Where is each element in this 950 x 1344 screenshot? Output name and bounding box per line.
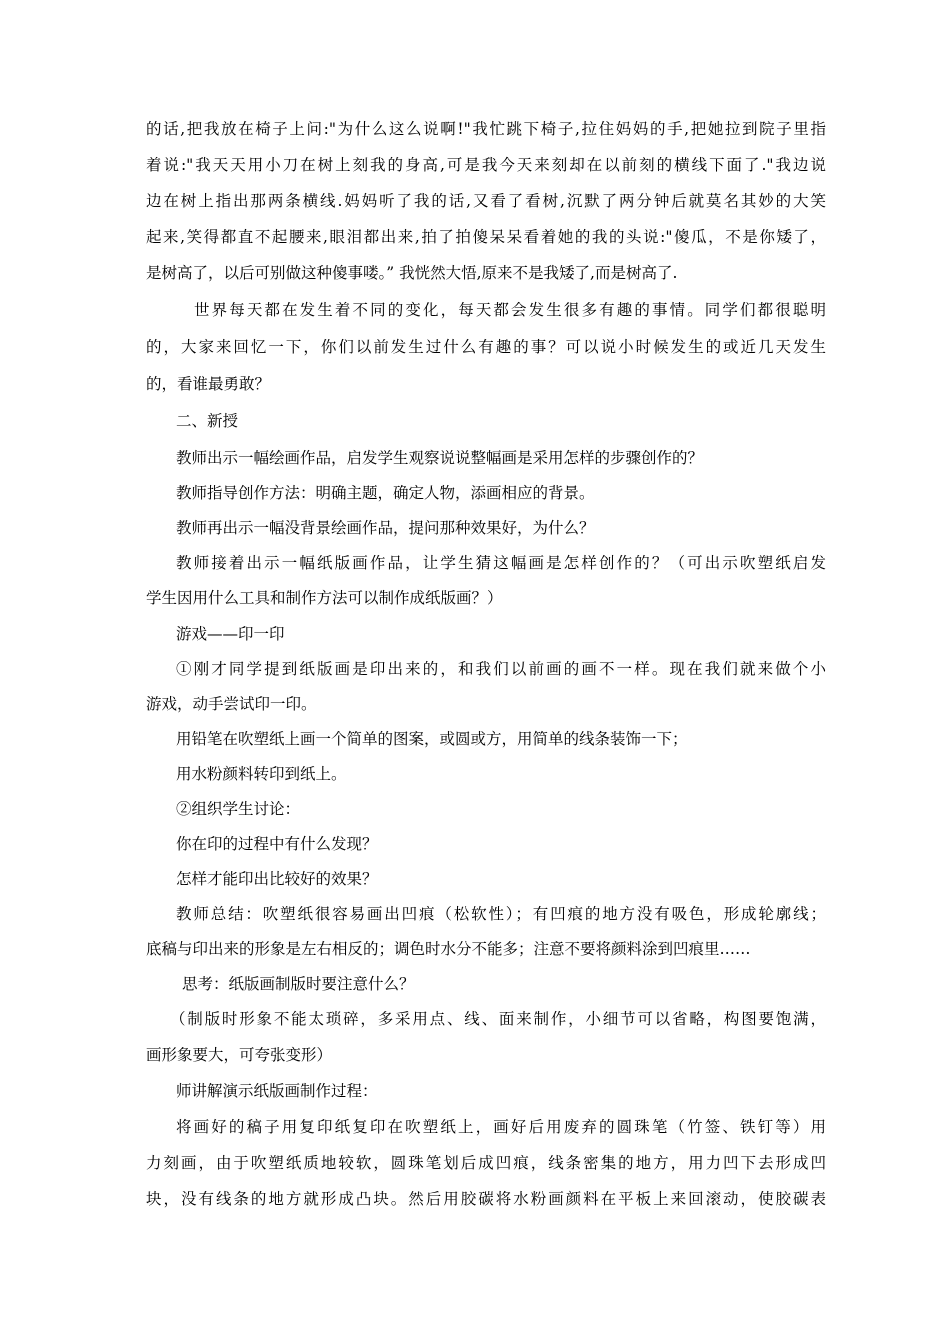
text-line: ①刚才同学提到纸版画是印出来的，和我们以前画的画不一样。现在我们就来做个小 bbox=[176, 660, 826, 678]
text-line: 画形象要大，可夸张变形） bbox=[146, 1046, 333, 1064]
text-line: 教师再出示一幅没背景绘画作品，提问那种效果好，为什么？ bbox=[176, 519, 595, 537]
text-line: 力刻画，由于吹塑纸质地较软，圆珠笔划后成凹痕，线条密集的地方，用力凹下去形成凹 bbox=[146, 1154, 826, 1172]
text-line: 将画好的稿子用复印纸复印在吹塑纸上，画好后用废弃的圆珠笔（竹签、铁钉等）用 bbox=[176, 1118, 826, 1136]
text-line: 教师总结：吹塑纸很容易画出凹痕（松软性）；有凹痕的地方没有吸色，形成轮廓线； bbox=[176, 905, 826, 923]
text-line: 世界每天都在发生着不同的变化，每天都会发生很多有趣的事情。同学们都很聪明 bbox=[194, 301, 826, 319]
text-line: 用铅笔在吹塑纸上画一个简单的图案，或圆或方，用简单的线条装饰一下； bbox=[176, 730, 688, 748]
text-line: 师讲解演示纸版画制作过程： bbox=[176, 1082, 378, 1100]
text-line: 思考：纸版画制版时要注意什么？ bbox=[182, 975, 415, 993]
text-line: 底稿与印出来的形象是左右相反的；调色时水分不能多；注意不要将颜料涂到凹痕里…… bbox=[146, 940, 751, 958]
text-line: 是树高了，以后可别做这种傻事喽。” 我恍然大悟,原来不是我矮了,而是树高了. bbox=[146, 264, 678, 282]
text-line: 二、新授 bbox=[176, 412, 239, 430]
text-line: 游戏——印一印 bbox=[176, 625, 285, 643]
text-line: 你在印的过程中有什么发现？ bbox=[176, 835, 378, 853]
text-line: 的，看谁最勇敢？ bbox=[146, 375, 271, 393]
text-line: 用水粉颜料转印到纸上。 bbox=[176, 765, 347, 783]
text-line: 教师接着出示一幅纸版画作品，让学生猜这幅画是怎样创作的？（可出示吹塑纸启发 bbox=[176, 554, 826, 572]
text-line: 怎样才能印出比较好的效果？ bbox=[176, 870, 378, 888]
text-line: 着说:"我天天用小刀在树上刻我的身高,可是我今天来刻却在以前刻的横线下面了."我边说 bbox=[146, 156, 826, 174]
text-line: 的话,把我放在椅子上问:"为什么这么说啊!"我忙跳下椅子,拉住妈妈的手,把她拉到院子里指 bbox=[146, 120, 826, 138]
text-line: 边在树上指出那两条横线.妈妈听了我的话,又看了看树,沉默了两分钟后就莫名其妙的大笑 bbox=[146, 192, 826, 210]
text-line: （制版时形象不能太琐碎，多采用点、线、面来制作，小细节可以省略，构图要饱满， bbox=[170, 1010, 826, 1028]
text-line: 教师出示一幅绘画作品，启发学生观察说说整幅画是采用怎样的步骤创作的？ bbox=[176, 449, 704, 467]
text-line: 学生因用什么工具和制作方法可以制作成纸版画？） bbox=[146, 589, 503, 607]
text-line: 游戏，动手尝试印一印。 bbox=[146, 695, 317, 713]
text-line: 教师指导创作方法：明确主题，确定人物，添画相应的背景。 bbox=[176, 484, 595, 502]
text-line: ②组织学生讨论： bbox=[176, 800, 301, 818]
text-line: 块，没有线条的地方就形成凸块。然后用胶碳将水粉画颜料在平板上来回滚动，使胶碳表 bbox=[146, 1190, 826, 1208]
text-line: 起来,笑得都直不起腰来,眼泪都出来,拍了拍傻呆呆看着她的我的头说:"傻瓜，不是你矮了， bbox=[146, 228, 826, 246]
text-line: 的，大家来回忆一下，你们以前发生过什么有趣的事？可以说小时候发生的或近几天发生 bbox=[146, 338, 826, 356]
